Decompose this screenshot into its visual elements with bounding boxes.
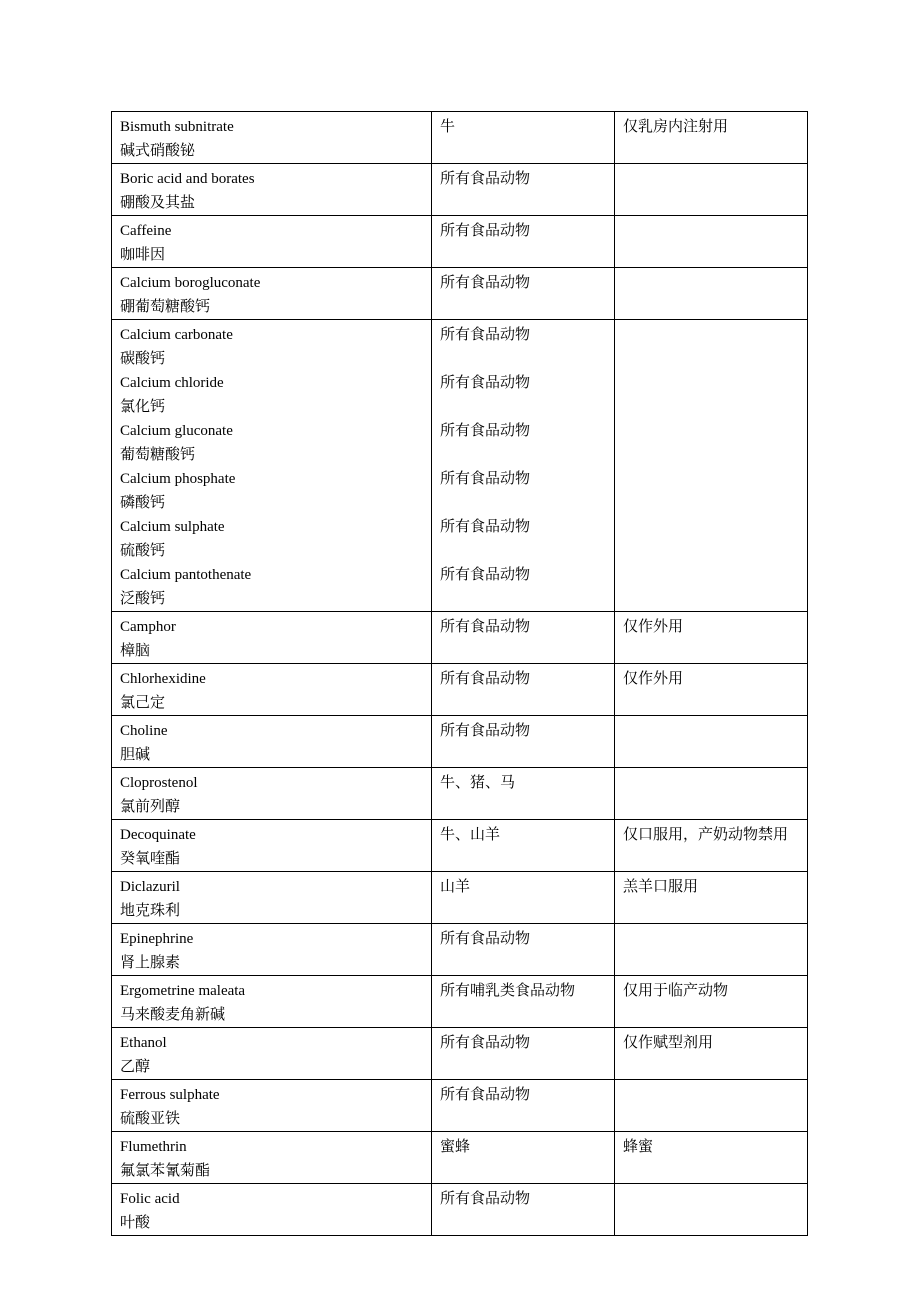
substance-chinese: 硫酸亚铁 (120, 1111, 181, 1127)
species-cell: 蜜蜂 (432, 1132, 615, 1184)
species-cell: 所有食品动物 (432, 612, 615, 664)
substance-english: Cloprostenol (120, 775, 198, 791)
species-cell: 所有食品动物 (432, 664, 615, 716)
species-cell: 所有食品动物 (432, 716, 615, 768)
table-row (112, 768, 808, 820)
substance-english: Ergometrine maleata (120, 983, 246, 999)
table-row (112, 268, 808, 320)
species-cell: 所有哺乳类食品动物 (432, 976, 615, 1028)
table-row (112, 924, 808, 976)
remark-cell: 仅作赋型剂用 (615, 1028, 808, 1080)
remark-cell (615, 1080, 808, 1132)
substance-cell (112, 112, 432, 164)
substance-chinese: 葡萄糖酸钙 (120, 447, 196, 463)
species-cell: 牛 (432, 112, 615, 164)
species-cell: 山羊 (432, 872, 615, 924)
species-entry: 所有食品动物 (440, 471, 531, 487)
table-row (112, 164, 808, 216)
substance-english: Ethanol (120, 1035, 167, 1051)
substance-chinese: 硫酸钙 (120, 543, 166, 559)
table-row-calcium-group (112, 320, 808, 612)
substance-cell (112, 164, 432, 216)
substance-english: Calcium carbonate (120, 327, 233, 343)
species-cell: 所有食品动物 (432, 1028, 615, 1080)
species-entry: 所有食品动物 (440, 375, 531, 391)
substance-chinese: 咖啡因 (120, 247, 166, 263)
substance-chinese: 肾上腺素 (120, 955, 181, 971)
substance-cell (112, 216, 432, 268)
substance-english: Flumethrin (120, 1139, 187, 1155)
species-entry: 所有食品动物 (440, 423, 531, 439)
substance-chinese: 氟氯苯氰菊酯 (120, 1163, 211, 1179)
substance-english: Decoquinate (120, 827, 196, 843)
substance-chinese: 樟脑 (120, 643, 151, 659)
substance-cell-group (112, 320, 432, 612)
substance-english: Folic acid (120, 1191, 180, 1207)
species-cell: 所有食品动物 (432, 216, 615, 268)
substance-english: Chlorhexidine (120, 671, 206, 687)
substance-chinese: 碱式硝酸铋 (120, 143, 196, 159)
substance-cell (112, 872, 432, 924)
table-row (112, 976, 808, 1028)
remark-cell (615, 268, 808, 320)
substance-cell (112, 976, 432, 1028)
substance-cell (112, 612, 432, 664)
substance-cell (112, 1028, 432, 1080)
species-cell: 所有食品动物 (432, 924, 615, 976)
remark-cell: 仅作外用 (615, 664, 808, 716)
substance-english: Calcium sulphate (120, 519, 225, 535)
substance-chinese: 地克珠利 (120, 903, 181, 919)
substance-cell (112, 1080, 432, 1132)
substance-chinese: 胆碱 (120, 747, 151, 763)
substance-chinese: 碳酸钙 (120, 351, 166, 367)
substance-chinese: 乙醇 (120, 1059, 151, 1075)
substance-chinese: 氯己定 (120, 695, 166, 711)
substance-english: Calcium chloride (120, 375, 224, 391)
substance-english: Diclazuril (120, 879, 180, 895)
table-row (112, 664, 808, 716)
substance-chinese: 磷酸钙 (120, 495, 166, 511)
table-row (112, 1080, 808, 1132)
drug-table (111, 111, 808, 1236)
substance-english: Calcium pantothenate (120, 567, 252, 583)
species-cell: 所有食品动物 (432, 1080, 615, 1132)
substance-chinese: 癸氧喹酯 (120, 851, 181, 867)
remark-cell (615, 716, 808, 768)
species-cell: 牛、猪、马 (432, 768, 615, 820)
substance-english: Calcium gluconate (120, 423, 233, 439)
remark-cell: 仅用于临产动物 (615, 976, 808, 1028)
species-cell: 所有食品动物 (432, 268, 615, 320)
table-row (112, 716, 808, 768)
substance-english: Camphor (120, 619, 176, 635)
substance-cell (112, 924, 432, 976)
species-entry: 所有食品动物 (440, 519, 531, 535)
substance-cell (112, 716, 432, 768)
substance-english: Calcium phosphate (120, 471, 236, 487)
substance-cell (112, 268, 432, 320)
substance-chinese: 硼葡萄糖酸钙 (120, 299, 211, 315)
remark-cell (615, 1184, 808, 1236)
substance-english: Epinephrine (120, 931, 194, 947)
substance-cell (112, 768, 432, 820)
remark-cell (615, 320, 808, 612)
table-row (112, 216, 808, 268)
species-entry: 所有食品动物 (440, 327, 531, 343)
substance-english: Bismuth subnitrate (120, 119, 234, 135)
substance-english: Ferrous sulphate (120, 1087, 220, 1103)
remark-cell: 仅作外用 (615, 612, 808, 664)
substance-chinese: 泛酸钙 (120, 591, 166, 607)
remark-cell: 仅乳房内注射用 (615, 112, 808, 164)
substance-chinese: 硼酸及其盐 (120, 195, 196, 211)
remark-cell: 羔羊口服用 (615, 872, 808, 924)
remark-cell (615, 924, 808, 976)
substance-cell (112, 1132, 432, 1184)
remark-cell: 蜂蜜 (615, 1132, 808, 1184)
substance-cell (112, 820, 432, 872)
table-row (112, 112, 808, 164)
species-cell: 牛、山羊 (432, 820, 615, 872)
remark-cell (615, 768, 808, 820)
species-cell-group (432, 320, 615, 612)
table-row (112, 1184, 808, 1236)
remark-cell (615, 164, 808, 216)
substance-chinese: 叶酸 (120, 1215, 151, 1231)
substance-english: Calcium borogluconate (120, 275, 261, 291)
table-row (112, 872, 808, 924)
substance-chinese: 马来酸麦角新碱 (120, 1007, 226, 1023)
substance-cell (112, 1184, 432, 1236)
species-entry: 所有食品动物 (440, 567, 531, 583)
substance-cell (112, 664, 432, 716)
table-row (112, 820, 808, 872)
substance-chinese: 氯化钙 (120, 399, 166, 415)
species-cell: 所有食品动物 (432, 164, 615, 216)
table-row (112, 1028, 808, 1080)
species-cell: 所有食品动物 (432, 1184, 615, 1236)
substance-english: Caffeine (120, 223, 172, 239)
substance-chinese: 氯前列醇 (120, 799, 181, 815)
table-row (112, 612, 808, 664)
table-row (112, 1132, 808, 1184)
remark-cell: 仅口服用，产奶动物禁用 (615, 820, 808, 872)
substance-english: Choline (120, 723, 168, 739)
remark-cell (615, 216, 808, 268)
substance-english: Boric acid and borates (120, 171, 255, 187)
